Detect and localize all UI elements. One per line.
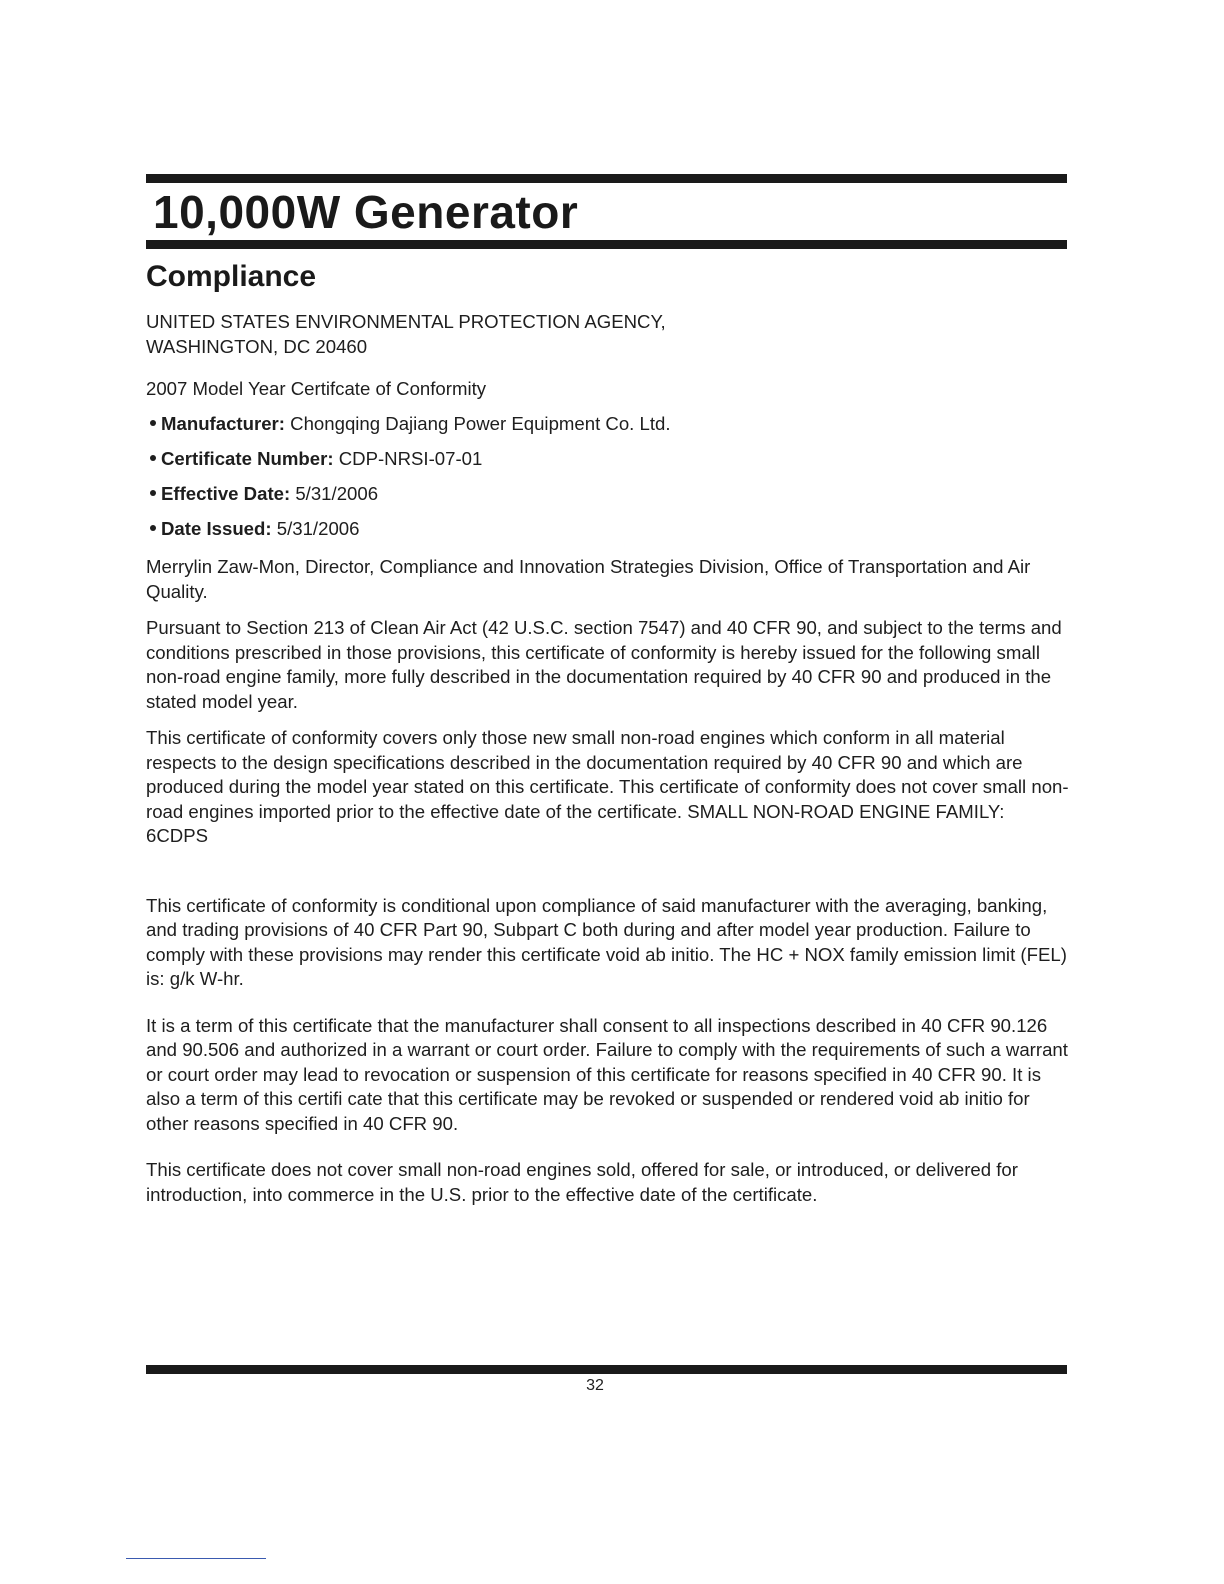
agency-address [146, 310, 1071, 359]
detail-label: Effective Date: [161, 482, 291, 504]
list-item [150, 517, 1071, 542]
inspection-paragraph: It is a term of this certificate that the manufacturer shall consent to all inspections described in 40 CFR 90.126 and 90.506 and authorized in a warrant or court order. Failure to comply with the requirements of such a warrant or court order may lead to revocation or suspension of this certificate for reasons specified in 40 CFR 90. It is also a term of this certifi cate that this certificate may be revoked or suspended or rendered void ab initio for other reasons specified in 40 CFR 90. [146, 1014, 1068, 1134]
title-top-rule [146, 174, 1067, 183]
page-number: 32 [586, 1377, 604, 1394]
conditional-paragraph: This certificate of conformity is conditional upon compliance of said manufacturer with the averaging, banking, and trading provisions of 40 CFR Part 90, Subpart C both during and after model year production. Failure to comply with these provisions may render this certificate void ab initio. The HC + NOX family emission limit (FEL) is: g/k W-hr. [146, 894, 1067, 989]
agency-name: UNITED STATES ENVIRONMENTAL PROTECTION AGENCY, [146, 311, 666, 332]
certificate-heading: 2007 Model Year Certifcate of Conformity [146, 378, 487, 399]
pursuant-paragraph: Pursuant to Section 213 of Clean Air Act (42 U.S.C. section 7547) and 40 CFR 90, and subject to the terms and conditions prescribed in those provisions, this certificate of conformity is hereby issued for the following small non-road engine family, more fully described in the documentation required by 40 CFR 90 and produced in the stated model year. [146, 617, 1062, 712]
bullet-icon [150, 420, 156, 426]
bottom-edge-mark [126, 1558, 266, 1559]
bullet-icon [150, 455, 156, 461]
list-item [150, 447, 1071, 472]
detail-label: Manufacturer: [161, 412, 285, 434]
detail-value: CDP-NRSI-07-01 [333, 447, 483, 469]
bullet-icon [150, 490, 156, 496]
list-item [150, 412, 1071, 437]
director-paragraph: Merrylin Zaw-Mon, Director, Compliance and Innovation Strategies Division, Office of Transportation and Air Quality. [146, 556, 1031, 602]
document-title: 10,000W Generator [153, 186, 579, 238]
certificate-details-list [146, 412, 1071, 542]
detail-label: Certificate Number: [161, 447, 334, 469]
agency-city: WASHINGTON, DC 20460 [146, 335, 368, 357]
list-item [150, 482, 1071, 507]
detail-value: Chongqing Dajiang Power Equipment Co. Ltd. [284, 412, 671, 434]
detail-label: Date Issued: [161, 517, 272, 539]
document-body [146, 310, 1071, 1207]
footer-rule [146, 1365, 1067, 1374]
bullet-icon [150, 525, 156, 531]
commerce-paragraph: This certificate does not cover small non-road engines sold, offered for sale, or introduced, or delivered for introduction, into commerce in the U.S. prior to the effective date of the certificate. [146, 1159, 1018, 1205]
coverage-paragraph: This certificate of conformity covers only those new small non-road engines which conform in all material respects to the design specifications described in the documentation required by 40 CFR 90 and which are produced during the model year stated on this certificate. This certificate of conformity does not cover small non-road engines imported prior to the effective date of the certificate. SMALL NON-ROAD ENGINE FAMILY: 6CDPS [146, 727, 1069, 846]
detail-value: 5/31/2006 [290, 482, 379, 504]
detail-value: 5/31/2006 [271, 517, 360, 539]
section-heading: Compliance [146, 260, 317, 293]
title-bottom-rule [146, 240, 1067, 249]
